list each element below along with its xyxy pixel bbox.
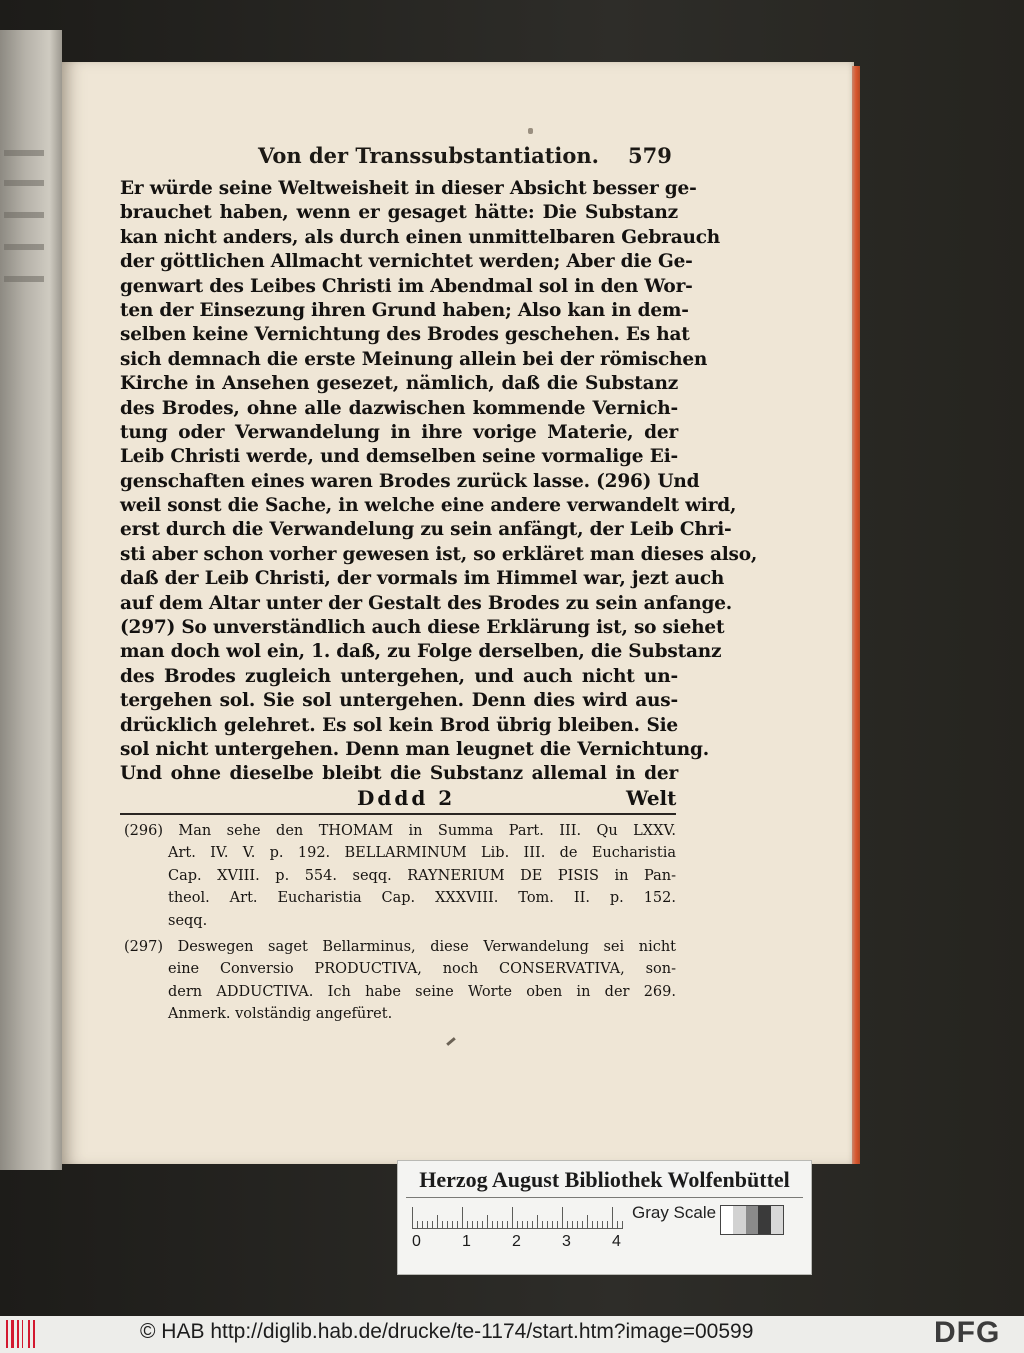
gray-swatch (721, 1206, 733, 1234)
ruler-tick (447, 1221, 448, 1229)
footnote-296-line: Art. IV. V. p. 192. BELLARMINUM Lib. III. de Eucharistia (168, 845, 676, 862)
ruler-tick (437, 1215, 438, 1229)
ruler-tick (502, 1221, 503, 1229)
ruler-tick (552, 1221, 553, 1229)
ruler-tick (462, 1207, 463, 1229)
facing-page-text-fragment (4, 180, 44, 186)
facing-page-text-fragment (4, 150, 44, 156)
ruler-tick (467, 1221, 468, 1229)
hab-logo-icon (6, 1320, 44, 1348)
text-line: daß der Leib Christi, der vormals im Himmel war, jezt auch (120, 568, 725, 590)
gray-scale-strip (720, 1205, 784, 1235)
ruler-number: 1 (462, 1233, 471, 1250)
footnotes (124, 820, 676, 1026)
text-line: drücklich gelehret. Es sol kein Brod übrig bleiben. Sie (120, 714, 678, 736)
color-scale-card (397, 1160, 812, 1275)
text-line: Und ohne dieselbe bleibt die Substanz allemal in der (120, 763, 678, 785)
hab-logo-bar (11, 1320, 14, 1348)
text-line: auf dem Altar unter der Gestalt des Brodes zu sein anfange. (120, 592, 733, 614)
facing-page-text-fragment (4, 212, 44, 218)
text-line: genschaften eines waren Brodes zurück lasse. (296) Und (120, 470, 700, 492)
footnote-296-line: theol. Art. Eucharistia Cap. XXXVIII. Tom. II. p. 152. (168, 890, 676, 907)
ruler-tick (567, 1221, 568, 1229)
hab-logo-bar (28, 1320, 30, 1348)
hab-logo-bar (33, 1320, 35, 1348)
ruler-tick (487, 1215, 488, 1229)
ink-spot (528, 128, 533, 134)
text-line: selben keine Vernichtung des Brodes geschehen. Es hat (120, 324, 690, 346)
ruler-tick (532, 1221, 533, 1229)
text-line: des Brodes zugleich untergehen, und auch nicht un- (120, 665, 678, 687)
ruler-tick (542, 1221, 543, 1229)
ruler-tick (597, 1221, 598, 1229)
ruler-tick (492, 1221, 493, 1229)
ruler-tick (412, 1207, 413, 1229)
ruler-tick (482, 1221, 483, 1229)
ruler-tick (547, 1221, 548, 1229)
card-divider (406, 1197, 803, 1198)
text-line: genwart des Leibes Christi im Abendmal sol in den Wor- (120, 275, 693, 297)
text-line: tergehen sol. Sie sol untergehen. Denn dies wird aus- (120, 690, 678, 712)
ruler-tick (422, 1221, 423, 1229)
text-line: sol nicht untergehen. Denn man leugnet die Vernichtung. (120, 738, 709, 760)
text-line: der göttlichen Allmacht vernichtet werden; Aber die Ge- (120, 251, 693, 273)
text-line: ten der Einsezung ihren Grund haben; Also kan in dem- (120, 299, 689, 321)
text-line: Kirche in Ansehen gesezet, nämlich, daß die Substanz (120, 373, 678, 395)
hab-logo-bar (17, 1320, 19, 1348)
gray-swatch (758, 1206, 770, 1234)
ruler-tick (587, 1215, 588, 1229)
footnote-297-line: dern ADDUCTIVA. Ich habe seine Worte oben in der 269. (168, 983, 676, 1000)
ruler-tick (442, 1221, 443, 1229)
text-line: des Brodes, ohne alle dazwischen kommende Vernich- (120, 397, 678, 419)
footnote-rule (120, 813, 676, 815)
ruler-tick (527, 1221, 528, 1229)
text-line: brauchet haben, wenn er gesaget hätte: Die Substanz (120, 202, 678, 224)
text-line: sti aber schon vorher gewesen ist, so erkläret man dieses also, (120, 543, 758, 565)
ruler-tick (572, 1221, 573, 1229)
red-page-edge (852, 66, 860, 1164)
ruler-tick (582, 1221, 583, 1229)
ruler-tick (617, 1221, 618, 1229)
library-name: Herzog August Bibliothek Wolfenbüttel (419, 1167, 790, 1192)
page-number: 579 (628, 143, 672, 168)
ruler-tick (452, 1221, 453, 1229)
ruler-tick (562, 1207, 563, 1229)
ruler-tick (537, 1215, 538, 1229)
footnote-297-line: Anmerk. volständig angefüret. (168, 1006, 393, 1023)
footnote-296-line: (296) Man sehe den THOMAM in Summa Part. III. Qu LXXV. (124, 823, 676, 839)
dfg-logo: DFG (934, 1316, 1001, 1349)
ruler-tick (577, 1221, 578, 1229)
ruler-tick (592, 1221, 593, 1229)
running-head: Von der Transsubstantiation. (258, 143, 599, 168)
footnote-296-line: Cap. XVIII. p. 554. seqq. RAYNERIUM DE PISIS in Pan- (168, 867, 676, 884)
text-line: Leib Christi werde, und demselben seine vormalige Ei- (120, 446, 678, 468)
ruler-number: 3 (562, 1233, 571, 1250)
text-line: tung oder Verwandelung in ihre vorige Materie, der (120, 421, 678, 443)
gray-swatch (771, 1206, 783, 1234)
ruler-tick (427, 1221, 428, 1229)
ruler-tick (457, 1221, 458, 1229)
ruler-tick (517, 1221, 518, 1229)
text-line: sich demnach die erste Meinung allein bei der römischen (120, 348, 708, 370)
ruler-number: 0 (412, 1233, 421, 1250)
text-line: erst durch die Verwandelung zu sein anfängt, der Leib Chri- (120, 519, 732, 541)
facing-page-text-fragment (4, 244, 44, 250)
ruler-tick (612, 1207, 613, 1229)
facing-page-edge (0, 30, 62, 1170)
ruler-number: 2 (512, 1233, 521, 1250)
ruler-tick (507, 1221, 508, 1229)
facing-page-text-fragment (4, 276, 44, 282)
ruler-tick (512, 1207, 513, 1229)
text-line: weil sonst die Sache, in welche eine andere verwandelt wird, (120, 495, 737, 517)
measurement-ruler (412, 1207, 622, 1229)
text-line: (297) So unverständlich auch diese Erklärung ist, so siehet (120, 617, 725, 639)
ruler-tick (607, 1221, 608, 1229)
catchword: Welt (626, 786, 677, 810)
ruler-tick (417, 1221, 418, 1229)
ruler-tick (472, 1221, 473, 1229)
hab-logo-bar (22, 1320, 23, 1348)
ruler-tick (432, 1221, 433, 1229)
ruler-tick (497, 1221, 498, 1229)
footnote-297-line: eine Conversio PRODUCTIVA, noch CONSERVATIVA, son- (168, 961, 676, 978)
footnote-297-line: (297) Deswegen saget Bellarminus, diese Verwandelung sei nicht (124, 938, 676, 955)
text-line: kan nicht anders, als durch einen unmittelbaren Gebrauch (120, 226, 721, 248)
gray-scale-label: Gray Scale (632, 1203, 717, 1222)
gray-swatch (733, 1206, 745, 1234)
ruler-number: 4 (612, 1233, 621, 1250)
body-text (120, 177, 758, 787)
ruler-tick (557, 1221, 558, 1229)
ruler-tick (477, 1221, 478, 1229)
footnote-296-line: seqq. (168, 912, 208, 929)
gray-swatch (746, 1206, 758, 1234)
ruler-tick (602, 1221, 603, 1229)
ruler-tick (622, 1221, 623, 1229)
hab-logo-bar (6, 1320, 8, 1348)
text-line: Er würde seine Weltweisheit in dieser Absicht besser ge- (120, 178, 697, 199)
ruler-tick (522, 1221, 523, 1229)
footer-copyright-url: © HAB http://diglib.hab.de/drucke/te-1174/start.htm?image=00599 (140, 1320, 754, 1343)
signature-mark: Dddd 2 (357, 786, 456, 810)
text-line: man doch wol ein, 1. daß, zu Folge derselben, die Substanz (120, 641, 722, 663)
